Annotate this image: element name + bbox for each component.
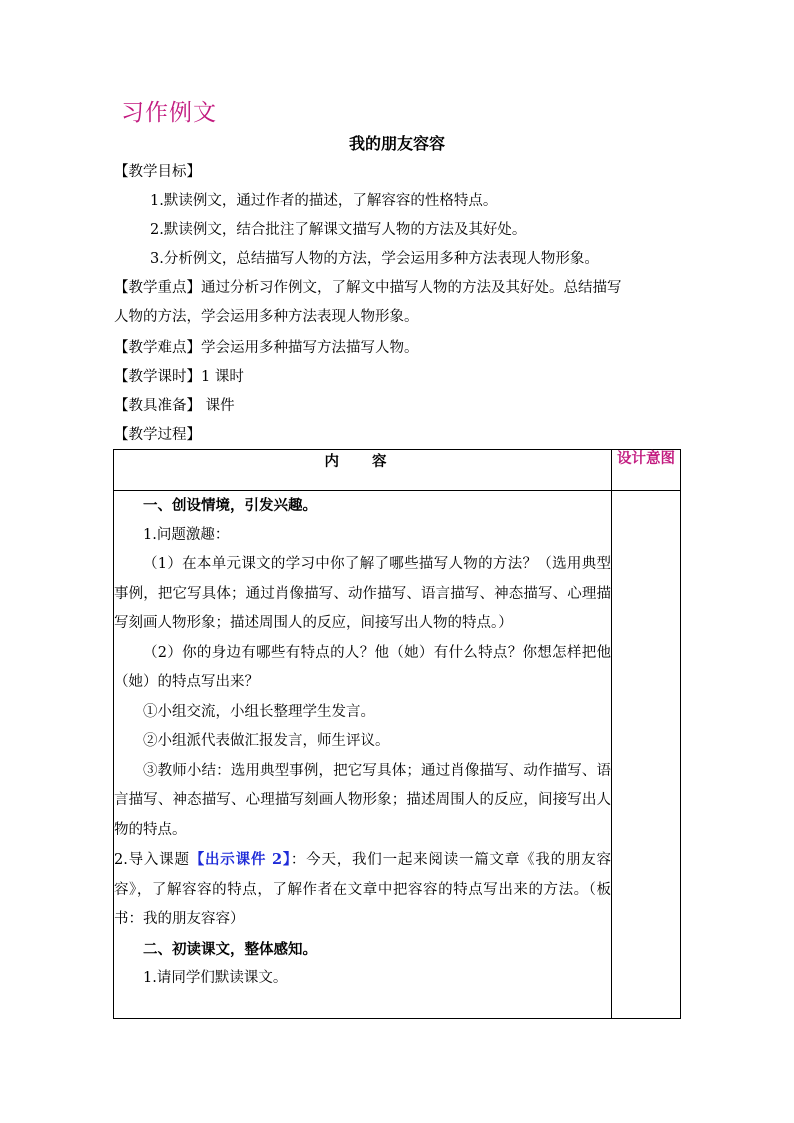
materials: [114, 392, 682, 421]
content-cell: [114, 491, 612, 1019]
table-row: [114, 491, 681, 1019]
class-hours-label: 【教学课时】: [114, 369, 201, 385]
key-points-text: 通过分析习作例文，了解文中描写人物的方法及其好处。总结描写: [201, 280, 622, 296]
objectives-label: 【教学目标】: [114, 164, 201, 180]
class-hours-text: 1 课时: [201, 369, 244, 385]
difficulty: [114, 334, 682, 363]
key-points-continued: 人物的方法，学会运用多种方法表现人物形象。: [114, 309, 419, 325]
introduce-topic: [114, 845, 611, 935]
objective-item: 2.默读例文，结合批注了解课文描写人物的方法及其好处。: [150, 222, 527, 238]
key-points-label: 【教学重点】: [114, 280, 201, 296]
design-intent-column-header: 设计意图: [612, 450, 681, 491]
question-two: （2）你的身边有哪些有特点的人？他（她）有什么特点？你想怎样把他（她）的特点写出来？: [114, 644, 611, 690]
step-read: 1.请同学们默读课文。: [143, 970, 288, 986]
content-column-header: 内 容: [114, 450, 612, 491]
table-header-row: [114, 450, 681, 491]
process-label: 【教学过程】: [114, 427, 201, 443]
lesson-title: 我的朋友容容: [348, 134, 445, 153]
design-intent-cell: [612, 491, 681, 1019]
difficulty-label: 【教学难点】: [114, 340, 201, 356]
activity-two: ②小组派代表做汇报发言，师生评议。: [143, 733, 390, 749]
lesson-process-table: [113, 449, 681, 1019]
difficulty-text: 学会运用多种描写方法描写人物。: [201, 340, 419, 356]
step-question: 1.问题激趣：: [143, 526, 230, 543]
section-one-heading: 一、创设情境，引发兴趣。: [143, 497, 317, 514]
class-hours: [114, 363, 682, 392]
courseware-tag: 【出示课件 2】: [189, 851, 291, 868]
section-two-heading: 二、初读课文，整体感知。: [143, 940, 317, 958]
teacher-summary: ③教师小结：选用典型事例，把它写具体；通过肖像描写、动作描写、语言描写、神态描写、心理描写刻画人物形象；描述周围人的反应，间接写出人物的特点。: [114, 762, 611, 838]
section-heading: 习作例文: [121, 100, 217, 126]
key-points: [114, 274, 682, 303]
materials-text: 课件: [201, 398, 235, 414]
question-one: （1）在本单元课文的学习中你了解了哪些描写人物的方法？（选用典型事例，把它写具体；通过肖像描写、动作描写、语言描写、神态描写、心理描写刻画人物形象；描述周围人的反应，间接写出人物的特点。）: [114, 556, 611, 631]
objective-item: 3.分析例文，总结描写人物的方法，学会运用多种方法表现人物形象。: [150, 251, 599, 267]
activity-one: ①小组交流，小组长整理学生发言。: [143, 703, 375, 720]
introduce-topic-lead: 2.导入课题: [114, 852, 190, 868]
materials-label: 【教具准备】: [114, 398, 201, 414]
objective-item: 1.默读例文，通过作者的描述，了解容容的性格特点。: [150, 193, 498, 209]
introduce-topic-text: ：今天，我们一起来阅读一篇文章《我的朋友容容》，了解容容的特点，了解作者在文章中把容容的特点写出来的方法。（板书：我的朋友容容）: [114, 852, 612, 927]
